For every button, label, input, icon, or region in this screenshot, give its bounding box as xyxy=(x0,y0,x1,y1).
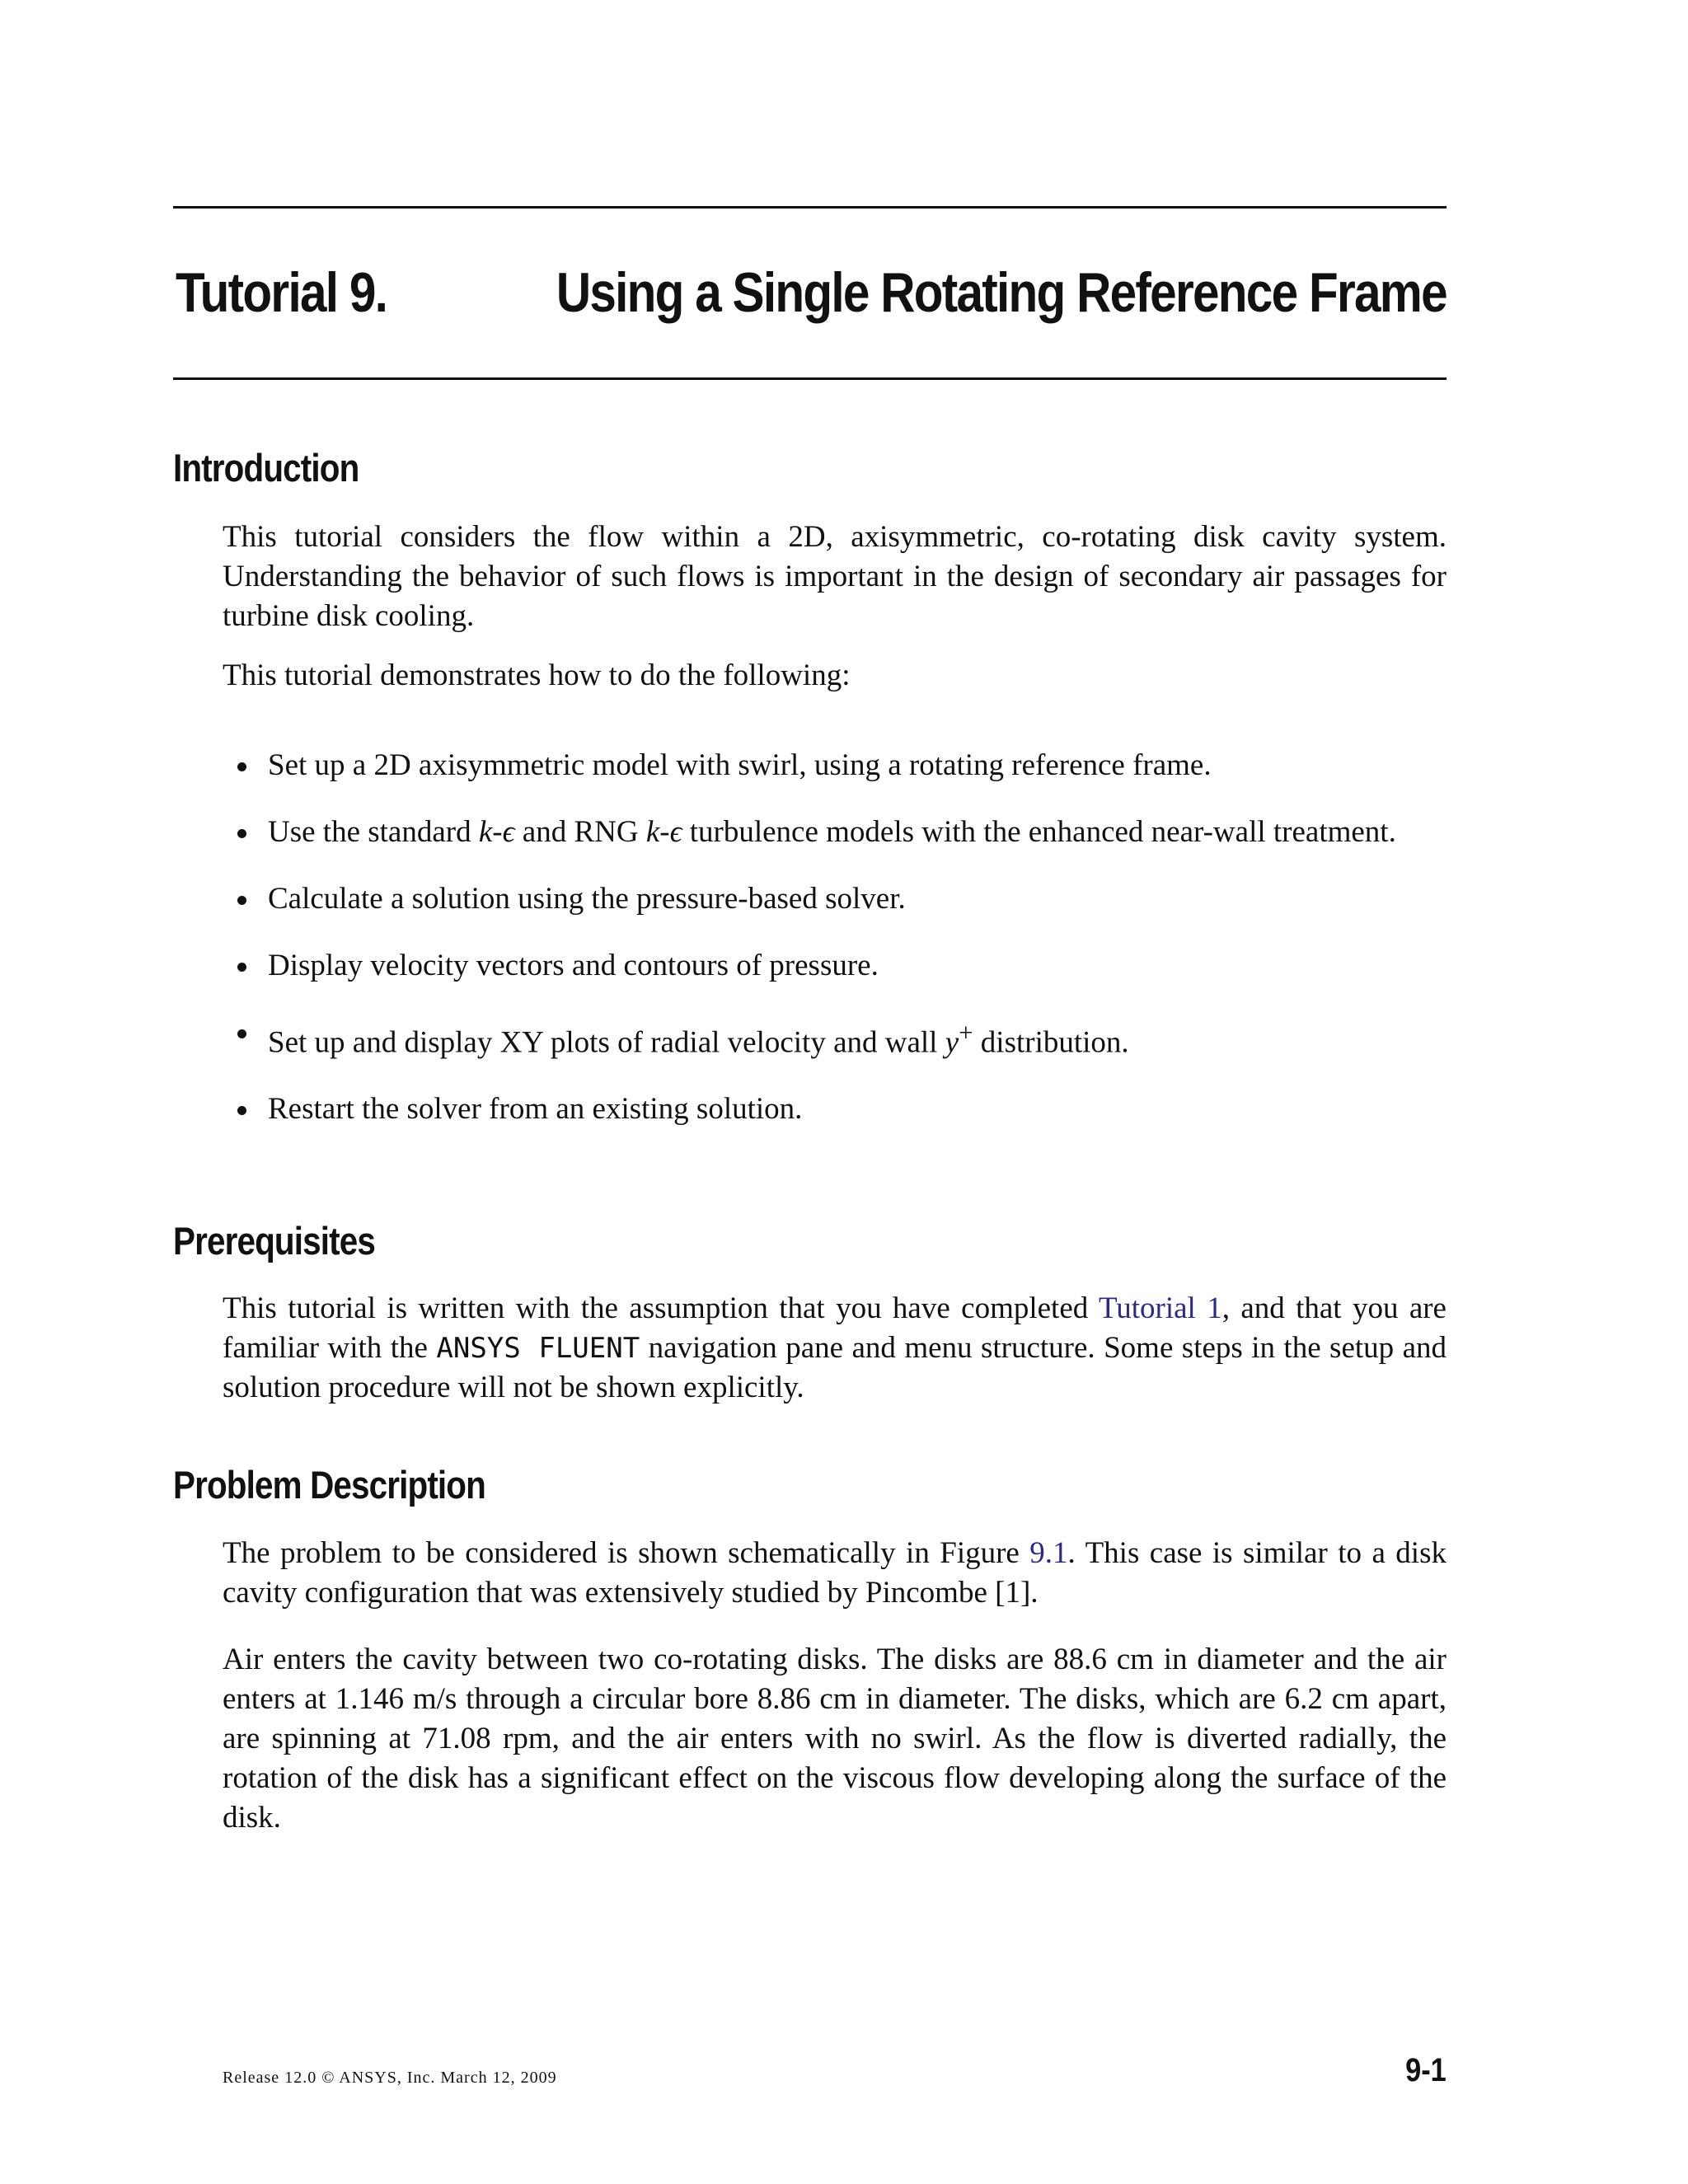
list-item: Restart the solver from an existing solution. xyxy=(268,1090,1447,1129)
introduction-paragraph-2: This tutorial demonstrates how to do the following: xyxy=(223,658,851,692)
introduction-heading: Introduction xyxy=(173,446,359,490)
release-footer: Release 12.0 © ANSYS, Inc. March 12, 2009 xyxy=(223,2069,557,2087)
tutorial-1-link[interactable]: Tutorial 1 xyxy=(1098,1291,1222,1325)
figure-9-1-link[interactable]: 9.1 xyxy=(1029,1536,1068,1570)
list-item: Use the standard k-ϵ and RNG k-ϵ turbulence models with the enhanced near-wall treatment. xyxy=(268,813,1447,852)
problem-paragraph-1: The problem to be considered is shown schematically in Figure 9.1. This case is similar to a disk cavity configuration that was extensively studied by Pincombe [1]. xyxy=(223,1536,1447,1610)
prerequisites-heading: Prerequisites xyxy=(173,1219,375,1263)
list-item: Display velocity vectors and contours of pressure. xyxy=(268,946,1447,986)
introduction-paragraph-1: This tutorial considers the flow within a 2D, axisymmetric, co-rotating disk cavity system. Understanding the behavior of such flows is important in the design of secondary air passages for turbine disk cooling. xyxy=(223,520,1447,633)
title-bottom-rule xyxy=(173,377,1447,380)
prerequisites-paragraph: This tutorial is written with the assumption that you have completed Tutorial 1, and that you are familiar with the ANSYS FLUENT navigation pane and menu structure. Some steps in the setup and solution procedure will not be shown explicitly. xyxy=(223,1291,1447,1404)
objectives-list xyxy=(268,746,1447,1156)
problem-paragraph-2: Air enters the cavity between two co-rotating disks. The disks are 88.6 cm in diameter and the air enters at 1.146 m/s through a circular bore 8.86 cm in diameter. The disks, which are 6.2 cm apart, are spinning at 71.08 rpm, and the air enters with no swirl. As the flow is diverted radially, the rotation of the disk has a significant effect on the viscous flow developing along the surface of the disk. xyxy=(223,1643,1447,1835)
list-item: Calculate a solution using the pressure-based solver. xyxy=(268,879,1447,919)
list-item: Set up a 2D axisymmetric model with swirl, using a rotating reference frame. xyxy=(268,746,1447,785)
page-number: 9-1 xyxy=(1405,2052,1447,2088)
tutorial-title: Using a Single Rotating Reference Frame xyxy=(556,261,1447,324)
tutorial-number: Tutorial 9. xyxy=(176,261,387,324)
list-item: Set up and display XY plots of radial velocity and wall y+ distribution. xyxy=(268,1013,1447,1062)
title-top-rule xyxy=(173,206,1447,209)
problem-description-heading: Problem Description xyxy=(173,1463,485,1507)
chapter-title xyxy=(176,247,1447,338)
